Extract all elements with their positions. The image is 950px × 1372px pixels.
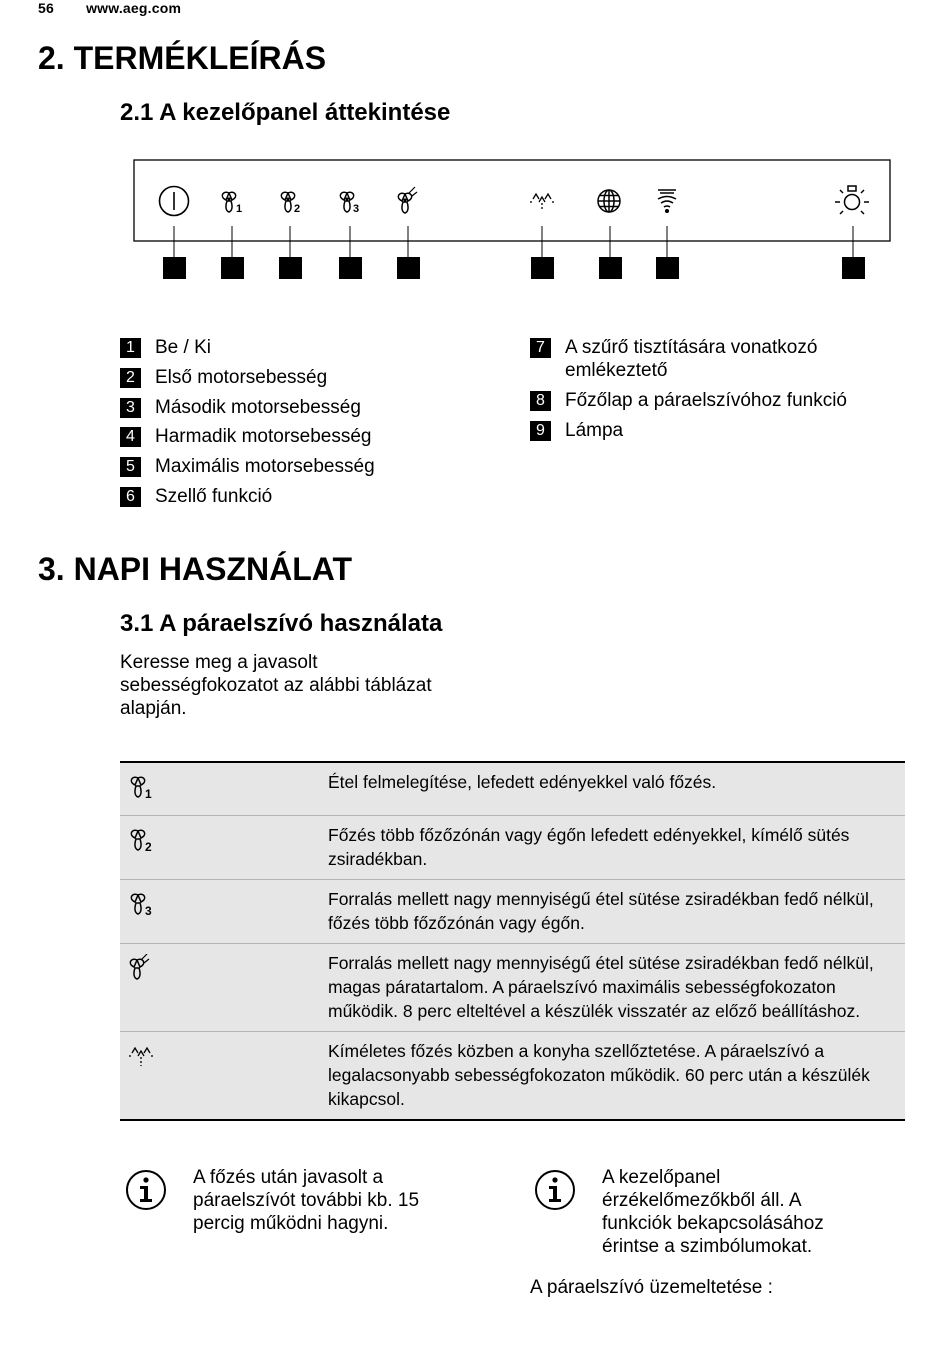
power-icon bbox=[160, 187, 189, 216]
page-number: 56 bbox=[38, 0, 54, 16]
table-row bbox=[120, 762, 905, 816]
callout-3 bbox=[279, 257, 302, 279]
table-icon-cell bbox=[120, 944, 322, 1032]
legend-label: Szellő funkció bbox=[155, 486, 273, 507]
info-icon bbox=[533, 1168, 577, 1212]
legend-number: 7 bbox=[530, 338, 551, 358]
hob2hood-icon bbox=[658, 190, 676, 212]
table-row bbox=[120, 816, 905, 880]
svg-text:1: 1 bbox=[236, 203, 243, 215]
section-2-title: 2. TERMÉKLEÍRÁS bbox=[38, 40, 327, 76]
legend-label: Második motorsebesség bbox=[155, 397, 361, 418]
table-icon-cell bbox=[120, 816, 322, 880]
website-url: www.aeg.com bbox=[86, 0, 182, 16]
legend-item bbox=[120, 336, 211, 359]
table-text-cell: Főzés több főzőzónán vagy égőn lefedett edényekkel, kímélő sütés zsiradékban. bbox=[322, 816, 905, 880]
legend-item bbox=[120, 485, 272, 508]
callout-5 bbox=[397, 257, 420, 279]
callout-4 bbox=[339, 257, 362, 279]
fan-max-icon bbox=[126, 954, 160, 982]
intro-paragraph: Keresse meg a javasolt sebességfokozatot az alábbi táblázat alapján. bbox=[120, 652, 432, 719]
table-icon-cell bbox=[120, 762, 322, 816]
fan-speed-3-icon bbox=[126, 890, 160, 918]
svg-text:2: 2 bbox=[294, 203, 301, 215]
table-row bbox=[120, 944, 905, 1032]
legend-label: Be / Ki bbox=[155, 337, 211, 358]
info-note-left: A főzés után javasolt a páraelszívót további kb. 15 percig működni hagyni. bbox=[193, 1167, 420, 1234]
section-3-title: 3. NAPI HASZNÁLAT bbox=[38, 551, 353, 587]
legend-item bbox=[120, 396, 361, 419]
table-text-cell: Forralás mellett nagy mennyiségű étel sütése zsiradékban fedő nélkül, magas páratartalom. A páraelszívó maximális sebességfokozaton működik. 8 perc elteltével a készülék visszatér az előző beállításhoz. bbox=[322, 944, 905, 1032]
svg-text:2: 2 bbox=[145, 840, 152, 854]
legend-number: 3 bbox=[120, 398, 141, 418]
legend-number: 5 bbox=[120, 457, 141, 477]
lamp-icon bbox=[835, 186, 869, 214]
legend-label: A szűrő tisztítására vonatkozó emlékeztető bbox=[565, 337, 818, 381]
table-text-cell: Forralás mellett nagy mennyiségű étel sütése zsiradékban fedő nélkül, főzés több főzőzónán vagy égőn. bbox=[322, 880, 905, 944]
fan-speed-3-icon bbox=[340, 192, 359, 215]
legend-label: Lámpa bbox=[565, 420, 624, 441]
legend-label: Főzőlap a páraelszívóhoz funkció bbox=[565, 390, 847, 411]
legend-label: Harmadik motorsebesség bbox=[155, 426, 372, 447]
legend-item bbox=[530, 336, 860, 382]
legend-item bbox=[120, 366, 327, 389]
breeze-icon bbox=[126, 1042, 160, 1070]
legend-number: 4 bbox=[120, 427, 141, 447]
table-icon-cell bbox=[120, 1032, 322, 1121]
callout-7 bbox=[599, 257, 622, 279]
fan-speed-2-icon bbox=[281, 192, 300, 215]
table-text-cell: Kíméletes főzés közben a konyha szellőztetése. A páraelszívó a legalacsonyabb sebességfokozaton működik. 60 perc után a készülék kikapcsol. bbox=[322, 1032, 905, 1121]
legend-number: 6 bbox=[120, 487, 141, 507]
usage-table bbox=[120, 761, 905, 1121]
legend-label: Maximális motorsebesség bbox=[155, 456, 375, 477]
panel-frame bbox=[134, 160, 890, 241]
legend-item bbox=[530, 389, 847, 412]
legend-item bbox=[120, 425, 371, 448]
legend-number: 8 bbox=[530, 391, 551, 411]
breeze-icon bbox=[530, 194, 554, 211]
fan-speed-2-icon bbox=[126, 826, 160, 854]
svg-text:3: 3 bbox=[145, 904, 152, 918]
legend-label: Első motorsebesség bbox=[155, 367, 328, 388]
subsection-3-1-title: 3.1 A páraelszívó használata bbox=[120, 610, 443, 637]
legend-item bbox=[530, 419, 623, 442]
control-panel-diagram bbox=[0, 0, 950, 300]
fan-speed-1-icon bbox=[126, 773, 160, 801]
legend-item bbox=[120, 455, 375, 478]
callout-1 bbox=[163, 257, 186, 279]
legend-number: 2 bbox=[120, 368, 141, 388]
table-row bbox=[120, 1032, 905, 1121]
callout-8 bbox=[656, 257, 679, 279]
info-note-right: A kezelőpanel érzékelőmezőkből áll. A funkciók bekapcsolásához érintse a szimbólumokat. bbox=[602, 1167, 824, 1257]
legend-number: 9 bbox=[530, 421, 551, 441]
table-row bbox=[120, 880, 905, 944]
callout-2 bbox=[221, 257, 244, 279]
subsection-2-1-title: 2.1 A kezelőpanel áttekintése bbox=[120, 99, 451, 126]
table-icon-cell bbox=[120, 880, 322, 944]
svg-text:3: 3 bbox=[353, 203, 360, 215]
callout-9 bbox=[842, 257, 865, 279]
fan-max-icon bbox=[398, 187, 417, 213]
svg-text:1: 1 bbox=[145, 787, 152, 801]
callout-6 bbox=[531, 257, 554, 279]
legend-number: 1 bbox=[120, 338, 141, 358]
fan-speed-1-icon bbox=[222, 192, 242, 215]
operation-label: A páraelszívó üzemeltetése : bbox=[530, 1277, 773, 1298]
filter-icon bbox=[598, 190, 620, 212]
table-text-cell: Étel felmelegítése, lefedett edényekkel való főzés. bbox=[322, 762, 905, 816]
info-icon bbox=[124, 1168, 168, 1212]
